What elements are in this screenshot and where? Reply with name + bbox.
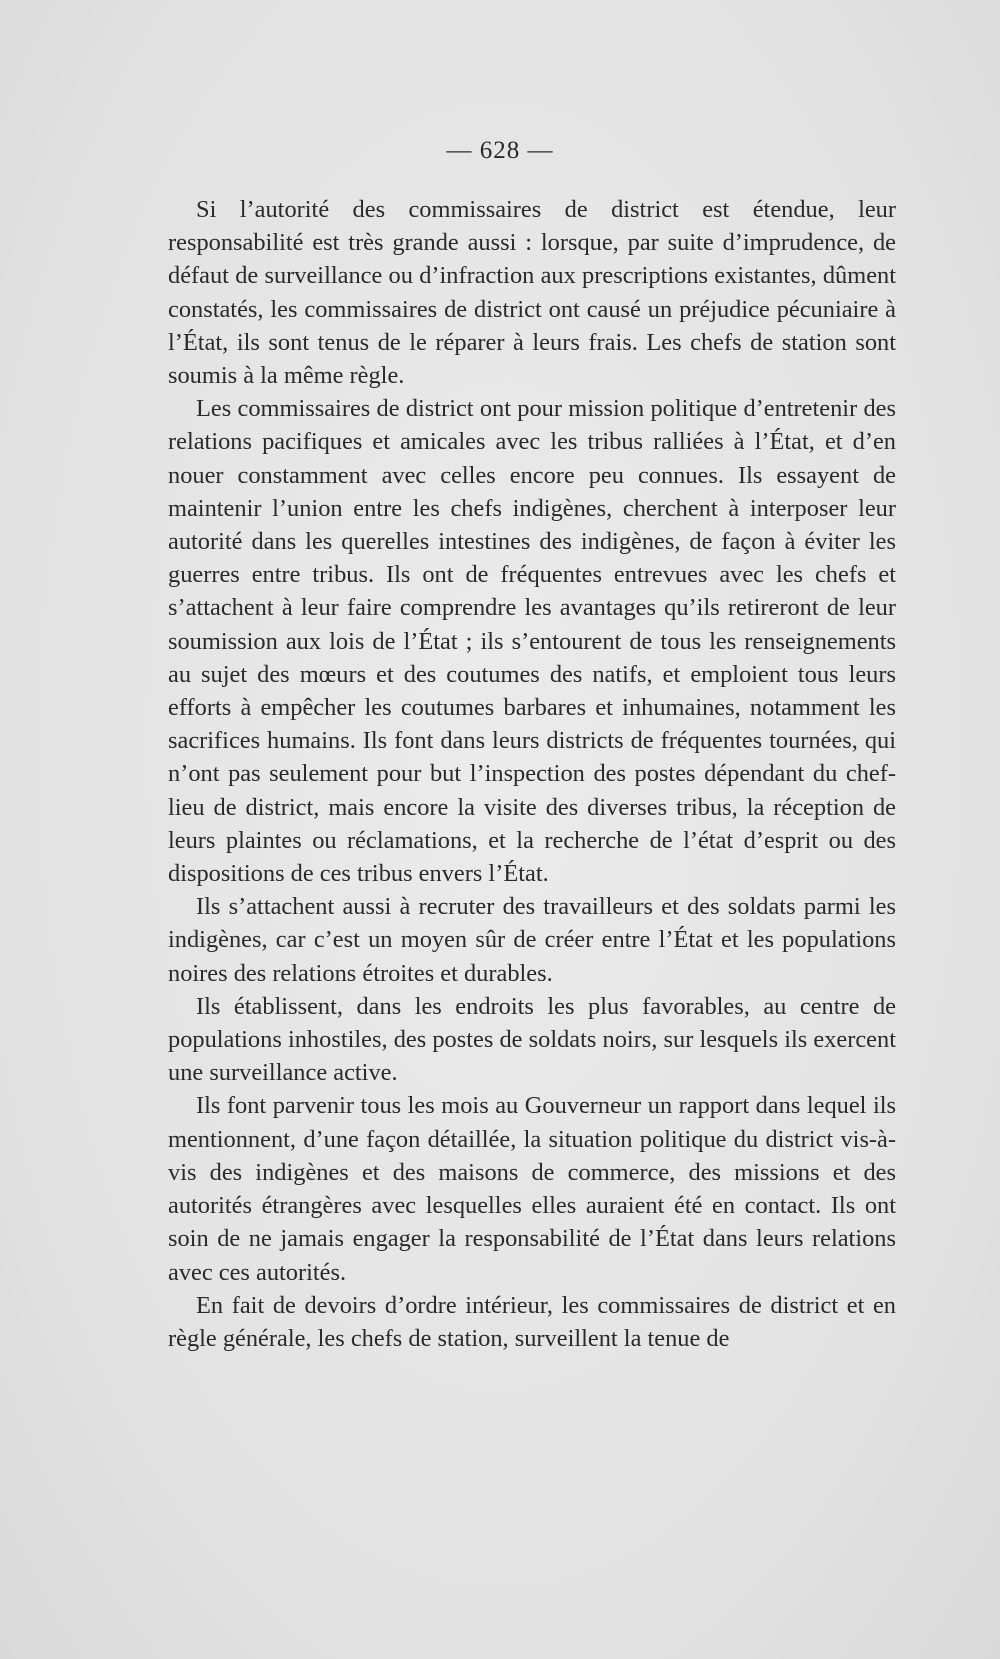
paragraph: Les commissaires de district ont pour mission politique d’entretenir des relations pacifiques et amicales avec les tribus ralliées à l’État, et d’en nouer constamment avec celles encore peu connues. Ils essayent de maintenir l’union entre les chefs indigènes, cherchent à interposer leur autorité dans les querelles intestines des indigènes, de façon à éviter les guerres entre tribus. Ils ont de fréquentes entrevues avec les chefs et s’attachent à leur faire comprendre les avantages qu’ils retireront de leur soumission aux lois de l’État ; ils s’entourent de tous les renseignements au sujet des mœurs et des coutumes des natifs, et emploient tous leurs efforts à empêcher les coutumes barbares et inhumaines, notamment les sacrifices humains. Ils font dans leurs districts de fréquentes tournées, qui n’ont pas seulement pour but l’inspection des postes dépendant du chef-lieu de district, mais encore la visite des diverses tribus, la réception de leurs plaintes ou réclamations, et la recherche de l’état d’esprit ou des dispositions de ces tribus envers l’État.	[168, 395, 896, 888]
paragraph: En fait de devoirs d’ordre intérieur, les commissaires de district et en règle générale, les chefs de station, surveillent la tenue de	[168, 1291, 896, 1352]
paragraph: Ils font parvenir tous les mois au Gouverneur un rapport dans lequel ils mentionnent, d’une façon détaillée, la situation politique du district vis-à-vis des indigènes et des maisons de commerce, des missions et des autorités étrangères avec lesquelles elles auraient été en contact. Ils ont soin de ne jamais engager la responsabilité de l’État dans leurs relations avec ces autorités.	[168, 1092, 896, 1286]
page-number: — 628 —	[446, 137, 554, 164]
paragraph: Ils s’attachent aussi à recruter des travailleurs et des soldats parmi les indigènes, car c’est un moyen sûr de créer entre l’État et les populations noires des relations étroites et durables.	[168, 893, 896, 987]
paragraph: Ils établissent, dans les endroits les plus favorables, au centre de populations inhostiles, des postes de soldats noirs, sur lesquels ils exercent une surveillance active.	[168, 992, 896, 1087]
paragraph: Si l’autorité des commissaires de district est étendue, leur responsabilité est très grande aussi : lorsque, par suite d’imprudence, de défaut de surveillance ou d’infraction aux prescriptions existantes, dûment constatés, les commissaires de district ont causé un préjudice pécuniaire à l’État, ils sont tenus de le réparer à leurs frais. Les chefs de station sont soumis à la même règle.	[168, 196, 896, 390]
body-text	[168, 193, 896, 1355]
